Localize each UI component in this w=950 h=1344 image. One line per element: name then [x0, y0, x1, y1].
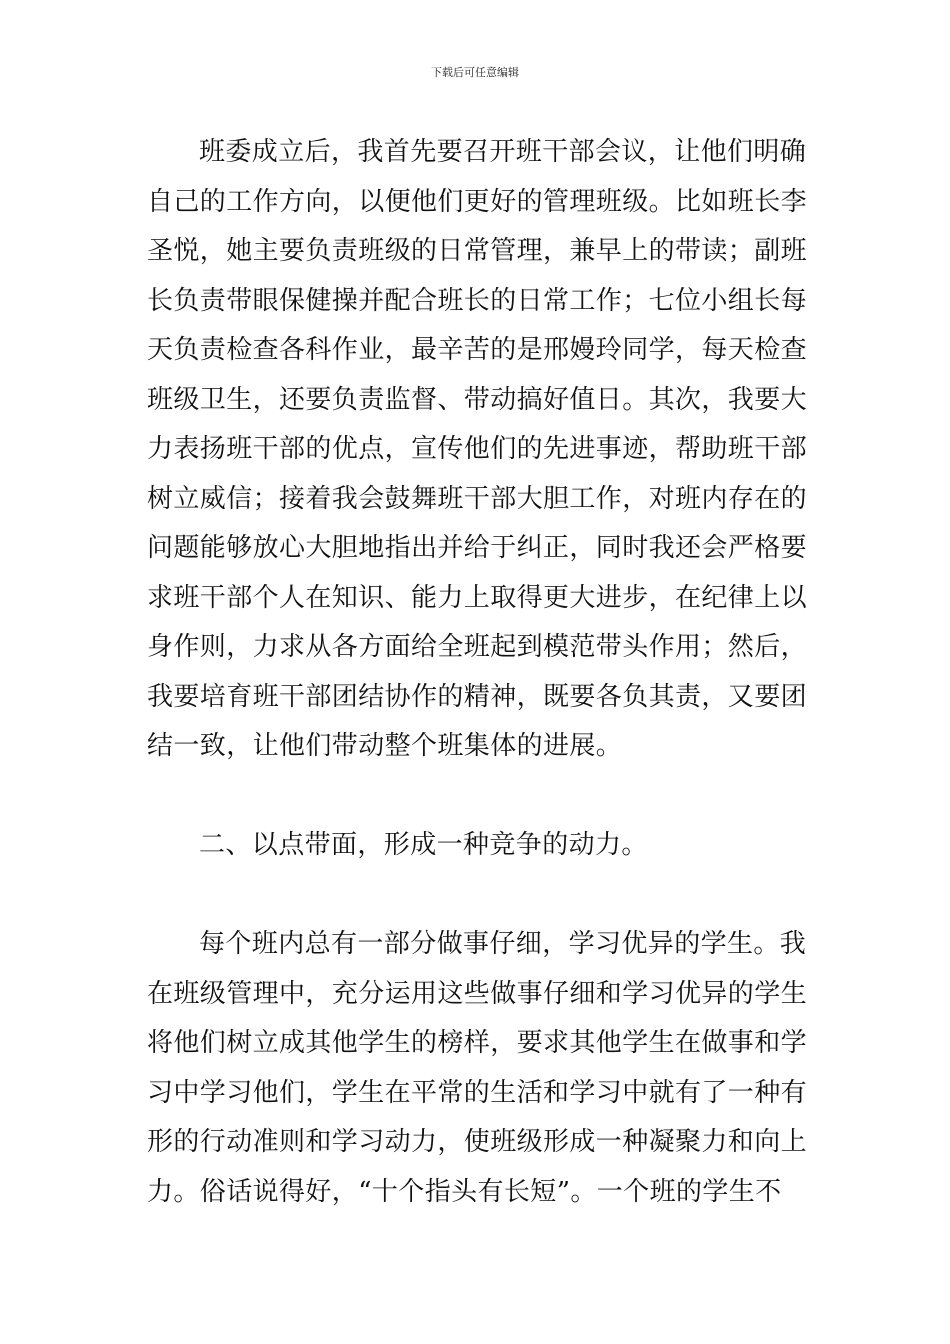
- text-line: 习中学习他们，学生在平常的生活和学习中就有了一种有: [147, 1077, 808, 1108]
- paragraph-spacer: [147, 772, 807, 822]
- section-heading-two: [147, 821, 807, 871]
- text-line: 力表扬班干部的优点，宣传他们的先进事迹，帮助班干部: [147, 434, 808, 464]
- text-line: 我要培育班干部团结协作的精神，既要各负其责，又要团: [147, 681, 808, 712]
- paragraph-spacer: [147, 871, 807, 921]
- paragraph-class-committee: [147, 128, 807, 772]
- text-line: 长负责带眼保健操并配合班长的日常工作；七位小组长每: [147, 285, 808, 316]
- text-line: 结一致，让他们带动整个班集体的进展。: [147, 731, 623, 761]
- text-line: 班级卫生，还要负责监督、带动搞好值日。其次，我要大: [147, 384, 808, 415]
- document-body: [147, 128, 807, 1217]
- text-line: 圣悦，她主要负责班级的日常管理，兼早上的带读；副班: [147, 236, 808, 266]
- heading-line: 二、以点带面，形成一种竞争的动力。: [199, 830, 648, 860]
- text-line: 问题能够放心大胆地指出并给于纠正，同时我还会严格要: [147, 533, 808, 563]
- text-line: 每个班内总有一部分做事仔细，学习优异的学生。我: [199, 929, 807, 959]
- text-line: 身作则，力求从各方面给全班起到模范带头作用；然后，: [147, 632, 808, 662]
- text-line: 树立威信；接着我会鼓舞班干部大胆工作，对班内存在的: [147, 483, 808, 514]
- text-line: 将他们树立成其他学生的榜样，要求其他学生在做事和学: [147, 1028, 808, 1058]
- page-header: 下载后可任意编辑: [431, 66, 519, 79]
- text-line: 班委成立后，我首先要召开班干部会议，让他们明确: [199, 137, 807, 167]
- text-line: 求班干部个人在知识、能力上取得更大进步，在纪律上以: [147, 582, 808, 613]
- paragraph-role-models: [147, 920, 807, 1217]
- text-line: 自己的工作方向，以便他们更好的管理班级。比如班长李: [147, 186, 808, 217]
- text-line: 形的行动准则和学习动力，使班级形成一种凝聚力和向上: [147, 1127, 808, 1157]
- text-line: 力。俗话说得好，“十个指头有长短”。一个班的学生不: [147, 1176, 782, 1207]
- text-line: 在班级管理中，充分运用这些做事仔细和学习优异的学生: [147, 978, 808, 1009]
- text-line: 天负责检查各科作业，最辛苦的是邢嫚玲同学，每天检查: [147, 335, 808, 365]
